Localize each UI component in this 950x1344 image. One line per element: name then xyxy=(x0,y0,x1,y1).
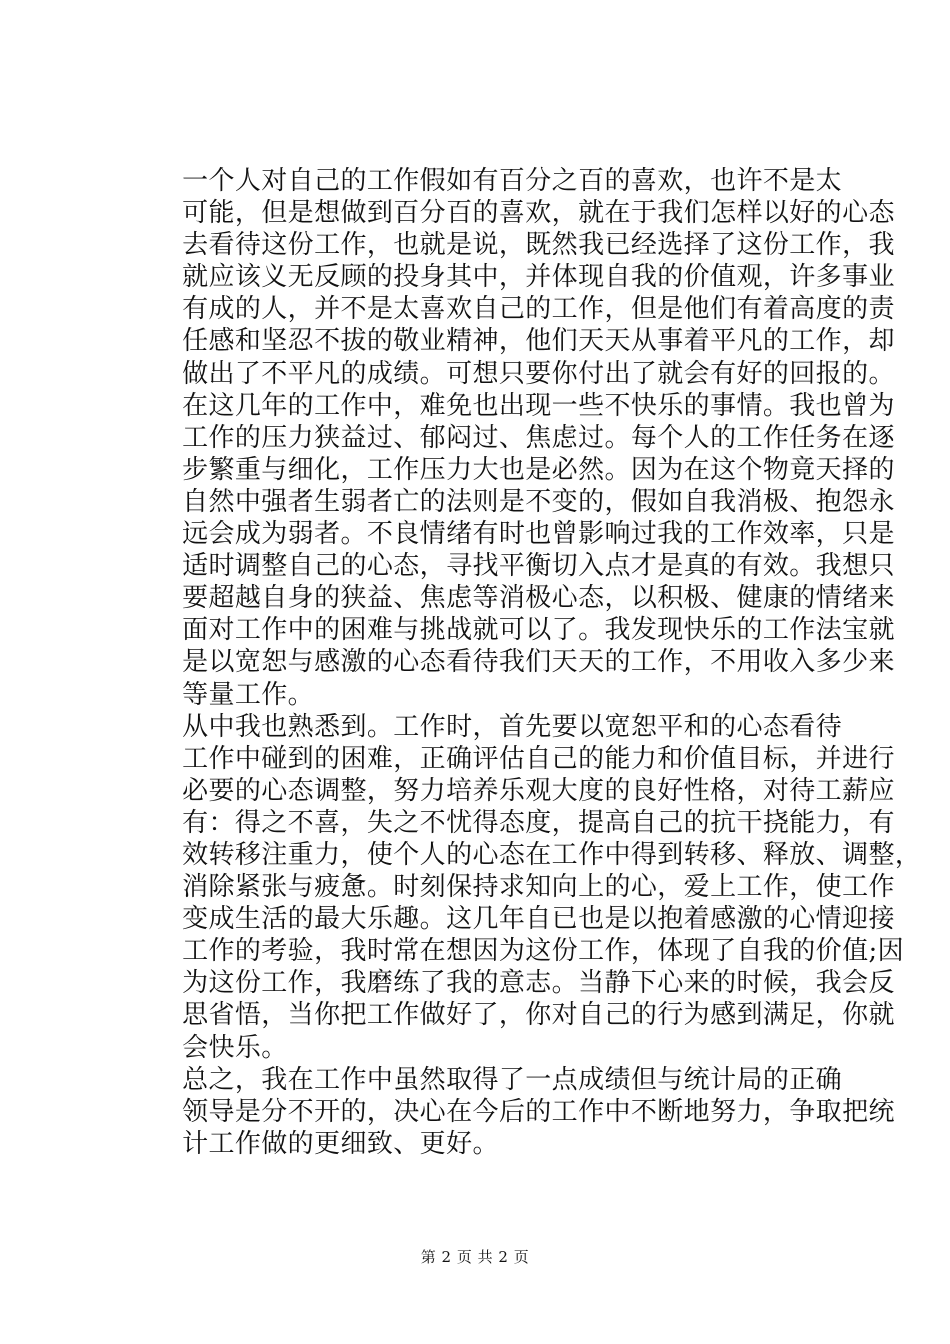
text-line: 变成生活的最大乐趣。这几年自已也是以抱着感激的心情迎接 xyxy=(182,904,895,935)
text-line: 工作的压力狭益过、郁闷过、焦虑过。每个人的工作任务在逐 xyxy=(182,422,895,453)
text-line: 为这份工作，我磨练了我的意志。当静下心来的时候，我会反 xyxy=(182,968,895,999)
text-line: 从中我也熟悉到。工作时，首先要以宽恕平和的心态看待 xyxy=(182,711,843,742)
text-line: 可能，但是想做到百分百的喜欢，就在于我们怎样以好的心态 xyxy=(182,198,895,229)
text-line: 工作中碰到的困难，正确评估自己的能力和价值目标，并进行 xyxy=(182,743,895,774)
page-footer: 第 2 页 共 2 页 xyxy=(420,1248,530,1266)
paragraph xyxy=(128,165,895,711)
text-line: 在这几年的工作中，难免也出现一些不快乐的事情。我也曾为 xyxy=(182,390,895,421)
text-line: 是以宽恕与感激的心态看待我们天天的工作，不用收入多少来 xyxy=(182,647,895,678)
text-line: 会快乐。 xyxy=(182,1032,288,1063)
text-line: 思省悟，当你把工作做好了，你对自己的行为感到满足，你就 xyxy=(182,1000,895,1031)
text-line: 适时调整自己的心态，寻找平衡切入点才是真的有效。我想只 xyxy=(182,551,895,582)
text-line: 领导是分不开的，决心在今后的工作中不断地努力，争取把统 xyxy=(182,1096,895,1127)
document-body xyxy=(128,165,922,1160)
text-line: 必要的心态调整，努力培养乐观大度的良好性格，对待工薪应 xyxy=(182,775,895,806)
text-line: 远会成为弱者。不良情绪有时也曾影响过我的工作效率，只是 xyxy=(182,519,895,550)
text-line: 去看待这份工作，也就是说，既然我已经选择了这份工作，我 xyxy=(182,230,895,261)
text-line: 计工作做的更细致、更好。 xyxy=(182,1128,499,1159)
text-line: 效转移注重力，使个人的心态在工作中得到转移、释放、调整， xyxy=(182,839,922,870)
text-line: 面对工作中的困难与挑战就可以了。我发现快乐的工作法宝就 xyxy=(182,615,895,646)
text-line: 有：得之不喜，失之不忧得态度，提高自己的抗干挠能力，有 xyxy=(182,807,895,838)
text-line: 工作的考验，我时常在想因为这份工作，体现了自我的价值;因 xyxy=(182,936,905,967)
paragraph xyxy=(128,1064,895,1160)
text-line: 就应该义无反顾的投身其中，并体现自我的价值观，许多事业 xyxy=(182,262,895,293)
text-line: 一个人对自己的工作假如有百分之百的喜欢，也许不是太 xyxy=(182,166,843,196)
text-line: 总之，我在工作中虽然取得了一点成绩但与统计局的正确 xyxy=(182,1064,843,1095)
text-line: 有成的人，并不是太喜欢自己的工作，但是他们有着高度的责 xyxy=(182,294,895,325)
text-line: 做出了不平凡的成绩。可想只要你付出了就会有好的回报的。 xyxy=(182,358,895,389)
text-line: 任感和坚忍不拔的敬业精神，他们天天从事着平凡的工作，却 xyxy=(182,326,895,357)
text-line: 消除紧张与疲惫。时刻保持求知向上的心，爱上工作，使工作 xyxy=(182,872,895,903)
text-line: 等量工作。 xyxy=(182,679,315,710)
paragraph xyxy=(128,711,922,1064)
text-line: 自然中强者生弱者亡的法则是不变的，假如自我消极、抱怨永 xyxy=(182,486,895,517)
text-line: 步繁重与细化，工作压力大也是必然。因为在这个物竟天择的 xyxy=(182,454,895,485)
text-line: 要超越自身的狭益、焦虑等消极心态，以积极、健康的情绪来 xyxy=(182,583,895,614)
